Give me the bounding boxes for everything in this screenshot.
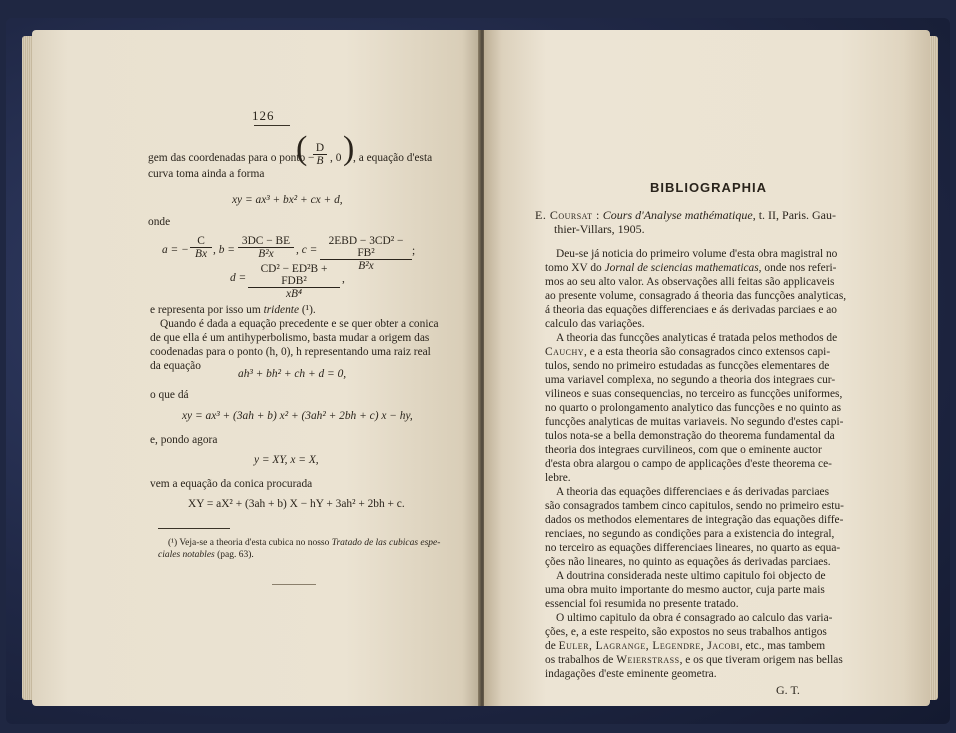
body-line-23: A doutrina considerada neste ultimo capitulo foi objecto de [556,570,826,582]
b-lhs: , b = [213,244,235,256]
citation-rest: , t. II, Paris. Gau- [752,208,837,222]
body-line-27: ções, e, a este respeito, são expostos no seus trabalhos antigos [545,626,827,638]
equation-5: XY = aX² + (3ah + b) X − hY + 3ah² + 2bh + c. [188,498,405,510]
b-fraction [238,235,294,260]
de-text: de [545,640,556,652]
close-paren: ) [343,130,355,167]
citation-author: E. Coursat : [535,208,600,222]
p-line-1: Quando é dada a equação precedente e se quer obter a conica [160,318,439,330]
body-line-28 [545,639,825,653]
b-numerator: 3DC − BE [238,235,294,248]
body-line-14: theoria dos integraes curvilineos, com que o eminente auctor [545,444,822,456]
intro-line-1a: gem das coordenadas para o ponto [148,152,306,164]
body-line-13: tulos nota-se a bella demonstração do theorema fundamental da [545,430,835,442]
body-line-10: vilineos e suas consequencias, no terceiro as funcções uniformes, [545,388,843,400]
body-line-24: uma obra muito importante do mesmo auctor, cuja parte mais [545,584,825,596]
body-line-22: ções não lineares, no quinto as equações ás derivadas parciaes. [545,556,831,568]
vem-label: vem a equação da conica procurada [150,478,313,490]
footnote-title-1: Tratado de las cubicas espe- [331,538,441,548]
point-fraction [313,142,327,167]
tridente-word: tridente [263,304,300,316]
body-line-15: d'esta obra alargou o campo de applicações d'este theorema ce- [545,458,832,470]
d-numerator: CD² − ED²B + FDB² [248,263,340,288]
point-tail: , 0 [330,152,342,164]
body-line-30: indagações d'este eminente geometra. [545,668,717,680]
body-line-0: Deu-se já noticia do primeiro volume d'esta obra magistral no [556,248,838,260]
c-denominator: B²x [358,260,374,272]
body-line-5: calculo das variações. [545,318,645,330]
body-line-7 [545,345,830,359]
point-numerator: D [313,142,327,155]
equation-4: y = XY, x = X, [254,454,319,466]
o-que-da: o que dá [150,389,189,401]
intro-line-1b: , a equação d'esta [353,152,433,164]
cauchy-tail: , e a esta theoria são consagrados cinco extensos capi- [584,346,831,358]
equation-3: xy = ax³ + (3ah + b) x² + (3ah² + 2bh + c) x − hy, [182,410,413,422]
citation-title: Cours d'Analyse mathématique [602,208,753,222]
body-line-21: no terceiro as equações differenciaes lineares, no quarto as equa- [545,542,841,554]
tomo-text: tomo XV do [545,262,602,274]
p-line-0: e representa por isso um [150,304,261,316]
body-line-1 [545,261,836,275]
footnote-rule [158,528,230,529]
body-line-6: A theoria das funcções analyticas é tratada pelos methodos de [556,332,838,344]
body-line-18: são consagrados tambem cinco capitulos, sendo no primeiro estu- [545,500,844,512]
weierstrass-tail: , e os que tiveram origem nas bellas [679,654,843,666]
point-denominator: B [316,155,324,167]
body-line-25: essencial foi resumida no presente tratado. [545,598,739,610]
journal-title: Jornal de sciencias mathematicas [604,262,759,274]
intro-line-2: curva toma ainda a forma [148,168,265,180]
footnote-page: (pag. 63). [214,550,254,560]
body-line-26: O ultimo capitulo da obra é consagrado ao calculo das varia- [556,612,833,624]
weierstrass-name: Weierstrass [616,654,680,666]
body-line-19: dados os methodos elementares de integração das equações diffe- [545,514,844,526]
equation-1: xy = ax³ + bx² + cx + d, [232,194,343,206]
signature: G. T. [776,683,800,697]
mathematician-names: Euler, Lagrange, Legendre, Jacobi [558,640,740,652]
footnote-ref: (¹). [299,304,316,316]
body-line-4: á theoria das equações differenciaes e ás derivadas parciaes e ao [545,304,837,316]
footnote-text: (¹) Veja-se a theoria d'esta cubica no nosso [168,538,330,548]
page-number: 126 [252,108,275,123]
onde-label: onde [148,216,171,228]
a-fraction [190,235,212,260]
d-denominator: xB⁴ [286,288,302,300]
p-line-3: coodenadas para o ponto (h, 0), h representando uma raiz real [150,346,431,358]
cauchy-name: Cauchy [545,346,585,358]
body-line-12: funcções analyticas de muitas variaveis. No segundo d'estes capi- [545,416,844,428]
c-tail: ; [412,245,416,257]
body-line-9: uma variavel complexa, no segundo a theoria dos integraes cur- [545,374,836,386]
body-line-8: tulos, sendo no primeiro estudadas as funcções elementares de [545,360,830,372]
footnote-line-2 [158,548,254,562]
equation-2: ah³ + bh² + ch + d = 0, [238,368,347,380]
body-line-20: renciaes, no segundo as condições para a existencia do integral, [545,528,835,540]
body-line-17: A theoria das equações differenciaes e ás derivadas parciaes [556,486,830,498]
a-denominator: Bx [194,248,207,260]
body-line-3: ao presente volume, consagrado á theoria das funcções analyticas, [545,290,847,302]
section-heading: BIBLIOGRAPHIA [650,180,767,195]
body-line-29 [545,653,843,667]
page-number-underline [254,125,290,126]
body-line-11: no quarto o prolongamento analytico das funcções e no quinto as [545,402,842,414]
page-stack-left [22,36,32,700]
d-tail: , [342,273,345,285]
pondo-label: e, pondo agora [150,434,218,446]
c-numerator: 2EBD − 3CD² − FB² [320,235,412,260]
minus-sign: − [308,152,315,164]
d-lhs: d = [230,272,247,284]
open-paren: ( [296,130,308,167]
a-numerator: C [190,235,212,248]
a-lhs: a = − [162,244,189,256]
journal-tail: , onde nos referi- [758,262,837,274]
trabalhos-text: os trabalhos de [545,654,614,666]
d-fraction [248,263,340,300]
p-line-4: da equação [150,360,201,372]
names-tail: , etc., mas tambem [739,640,826,652]
citation-line-2: thier-Villars, 1905. [554,222,645,236]
citation-line-1 [535,208,836,222]
b-denominator: B²x [258,248,274,260]
p-line-2: de que ella é um antihyperbolismo, basta mudar a origem das [150,332,430,344]
body-line-16: lebre. [545,472,571,484]
c-lhs: , c = [296,244,318,256]
body-line-2: mos ao seu alto valor. As observações alli feitas são applicaveis [545,276,835,288]
footnote-title-2: ciales notables [158,550,215,560]
paragraph-line [150,303,316,317]
end-rule [272,584,316,585]
